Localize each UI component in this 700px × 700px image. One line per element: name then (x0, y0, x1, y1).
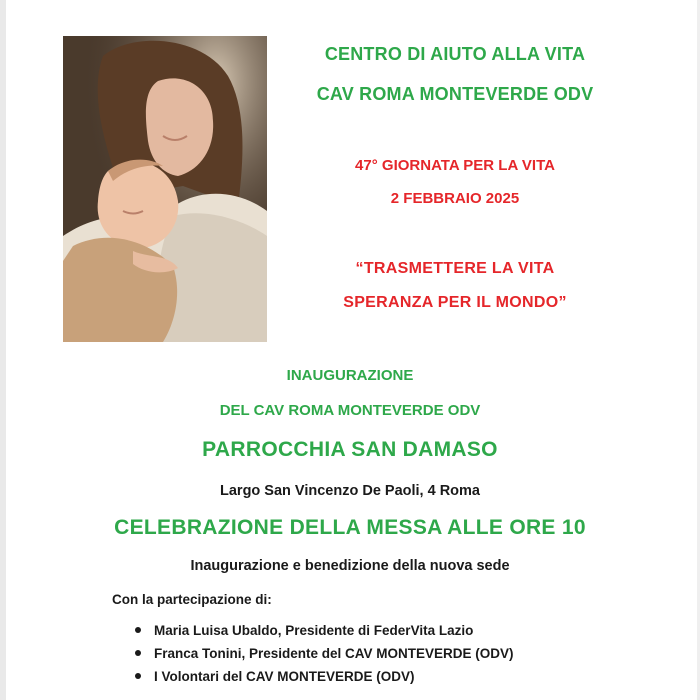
inauguration-subtitle: DEL CAV ROMA MONTEVERDE ODV (219, 402, 481, 419)
bullet-icon (135, 627, 141, 633)
parish-address: Largo San Vincenzo De Paoli, 4 Roma (220, 483, 480, 499)
bullet-icon (135, 673, 141, 679)
participation-intro: Con la partecipazione di: (112, 592, 272, 607)
participant-item (130, 621, 514, 644)
participant-name: Maria Luisa Ubaldo, Presidente di FederVita Lazio (154, 623, 474, 638)
blessing-text: Inaugurazione e benedizione della nuova sede (190, 558, 510, 574)
bullet-icon (135, 650, 141, 656)
motto-line-1: “TRASMETTERE LA VITA (355, 260, 555, 277)
parish-name: PARROCCHIA SAN DAMASO (202, 438, 498, 461)
header-subtitle: CAV ROMA MONTEVERDE ODV (316, 84, 594, 104)
participant-item (130, 667, 514, 690)
event-title: 47° GIORNATA PER LA VITA (355, 157, 555, 174)
motto-line-2: SPERANZA PER IL MONDO” (343, 294, 567, 311)
participant-name: Franca Tonini, Presidente del CAV MONTEVERDE (ODV) (154, 646, 514, 661)
header-title: CENTRO DI AIUTO ALLA VITA (324, 44, 586, 64)
participant-item (130, 644, 514, 667)
participant-name: I Volontari del CAV MONTEVERDE (ODV) (154, 669, 415, 684)
page-edge (0, 0, 6, 700)
event-date: 2 FEBBRAIO 2025 (390, 190, 520, 207)
inauguration-title: INAUGURAZIONE (286, 367, 414, 384)
participants-list (130, 621, 514, 690)
mass-time: CELEBRAZIONE DELLA MESSA ALLE ORE 10 (114, 516, 586, 539)
